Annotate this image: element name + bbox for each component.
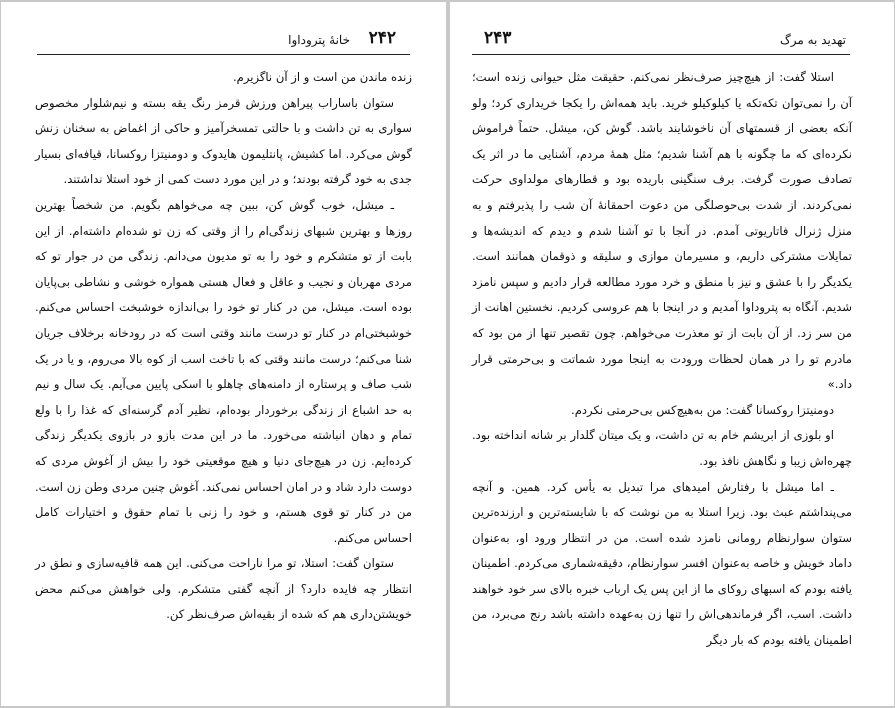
paragraph: استلا گفت: از هیچ‌چیز صرف‌نظر نمی‌کنم. حقیقت مثل حیوانی زنده است؛ آن را نمی‌توان تکه‌تکه یا کیلوکیلو خرید. باید همه‌اش را یکجا خریداری کرد؛ ولو آنکه بعضی از قسمتهای آن ناخوشایند باشد. گوش کن، میشل. حتماً فراموش نکرده‌ای که ما چگونه با هم آشنا شدیم؛ مثل همهٔ مردم، آشنایی ما در اثر یک تصادف صورت گرفت. برف سنگینی باریده بود و قطارهای مولداوی حرکت نمی‌کردند. از شدت بی‌حوصلگی من دعوت احمقانهٔ آن شب را پذیرفتم و به منزل ژنرال فاتاریوتی آمدم. در آنجا با تو آشنا شدم و دیدم که اندیشه‌ها و تمایلات مشترکی داریم، و مسیرمان موازی و سلیقه و ذوقمان همانند است. یکدیگر را با عشق و نیز با منطق و خرد مورد مطالعه قرار دادیم و سپس نامزد شدیم. آنگاه به پتروداوا آمدیم و در اینجا با هم عروسی کردیم. نخستین اهانت از من سر زد. از آن بابت از تو معذرت می‌خواهم. چون تقصیر تنها از من بود که مادرم تو را در همان لحظات ورودت به اینجا مورد شماتت و بی‌حرمتی قرار داد.» xyxy=(472,70,852,392)
left-page xyxy=(1,2,446,706)
paragraph: ستوان باساراب پیراهن ورزش قرمز رنگ یقه بسته و نیم‌شلوار مخصوص سواری به تن داشت و با حالتی تمسخرآمیز و حاکی از اغماض به سخنان زنش گوش می‌کرد. اما کشیش، پانتلیمون هایدوک و دومنیتزا روکسانا، قیافه‌ای بسیار جدی به خود گرفته بودند؛ و در این مورد دست کمی از خود استلا نداشتند. xyxy=(35,95,412,187)
right-page xyxy=(450,2,894,706)
paragraph: ـ میشل، خوب گوش کن، ببین چه می‌خواهم بگویم. من شخصاً بهترین روزها و بهترین شبهای زندگی‌ام را از وقتی که زن تو شده‌ام داشته‌ام. از این بابت از تو متشکرم و خود را به تو مدیون می‌دانم. زندگی من در جوار تو که مردی مهربان و نجیب و عاقل و فعال هستی همواره خوشی و نشاطی بی‌پایان بوده است. میشل، من در کنار تو خود را بی‌اندازه خوشبخت احساس می‌کنم. خوشبختی‌ام در کنار تو درست مانند وقتی است که در رودخانه برخلاف جریان شنا می‌کنم؛ درست مانند وقتی که با تاخت اسب از کوه بالا می‌روم، و یا در یک شب صاف و پرستاره از دامنه‌های چاهلو با اسکی پایین می‌آیم. یک سال و نیم به حد اشباع از زندگی برخوردار بوده‌ام، نظیر آدم گرسنه‌ای که غذا را با ولع تمام و دهان انباشته می‌خورد. ما در این مدت بازو در بازوی یکدیگر زندگی کرده‌ایم. زن در هیچ‌جای دنیا و هیچ موقعیتی خود را بیش از آغوش مردی که دوست دارد شاد و در امان احساس نمی‌کند. آغوش چنین مردی وطن زن است. من در کنار تو قوی هستم، و خود را زنی با تمام حقوق و اختیارات کامل احساس می‌کنم. xyxy=(35,197,412,545)
paragraph: دومنیتزا روکسانا گفت: من به‌هیچ‌کس بی‌حرمتی نکردم. xyxy=(571,402,834,417)
paragraph: زنده ماندن من است و از آن ناگزیرم. xyxy=(232,70,412,84)
left-page-body xyxy=(35,65,412,628)
left-page-header xyxy=(37,24,410,55)
paragraph: ستوان گفت: استلا، تو مرا ناراحت می‌کنی. این همه قافیه‌سازی و نطق در انتظار چه فایده دارد؟ از آنچه گفتی متشکرم. ولی خواهش می‌کنم محض خویشتن‌داری هم که شده از بقیه‌اش صرف‌نظر کن. xyxy=(35,556,412,622)
right-page-header xyxy=(472,24,850,55)
right-page-number: ۲۴۳ xyxy=(484,28,512,48)
left-page-number: ۲۴۲ xyxy=(368,28,396,48)
left-running-title: خانهٔ پتروداوا xyxy=(288,33,350,47)
right-running-title: تهدید به مرگ xyxy=(780,33,846,47)
right-page-body xyxy=(472,65,852,654)
paragraph: او بلوزی از ابریشم خام به تن داشت، و یک میتان گلدار بر شانه انداخته بود. چهره‌اش زیبا و نگاهش نافذ بود. xyxy=(472,428,852,468)
paragraph: ـ اما میشل با رفتارش امیدهای مرا تبدیل به یأس کرد. همین. و آنچه می‌پنداشتم عبث بود. زیرا استلا به من نوشت که با شایسته‌ترین و ارزنده‌ترین ستوان سوارنظام رومانی نامزد شده است. من در انتظار ورود او، به‌عنوان داماد خویش و خاصه به‌عنوان افسر سوارنظام، دقیقه‌شماری می‌کردم. اطمینان یافته بودم که اسبهای روکای ما از این پس یک ارباب خبره بالای سر خود خواهند داشت. اسب، اگر فرماندهی‌اش را تنها زن به‌عهده داشته باشد رنج می‌برد، من اطمینان یافته بودم که بار دیگر xyxy=(472,479,852,648)
